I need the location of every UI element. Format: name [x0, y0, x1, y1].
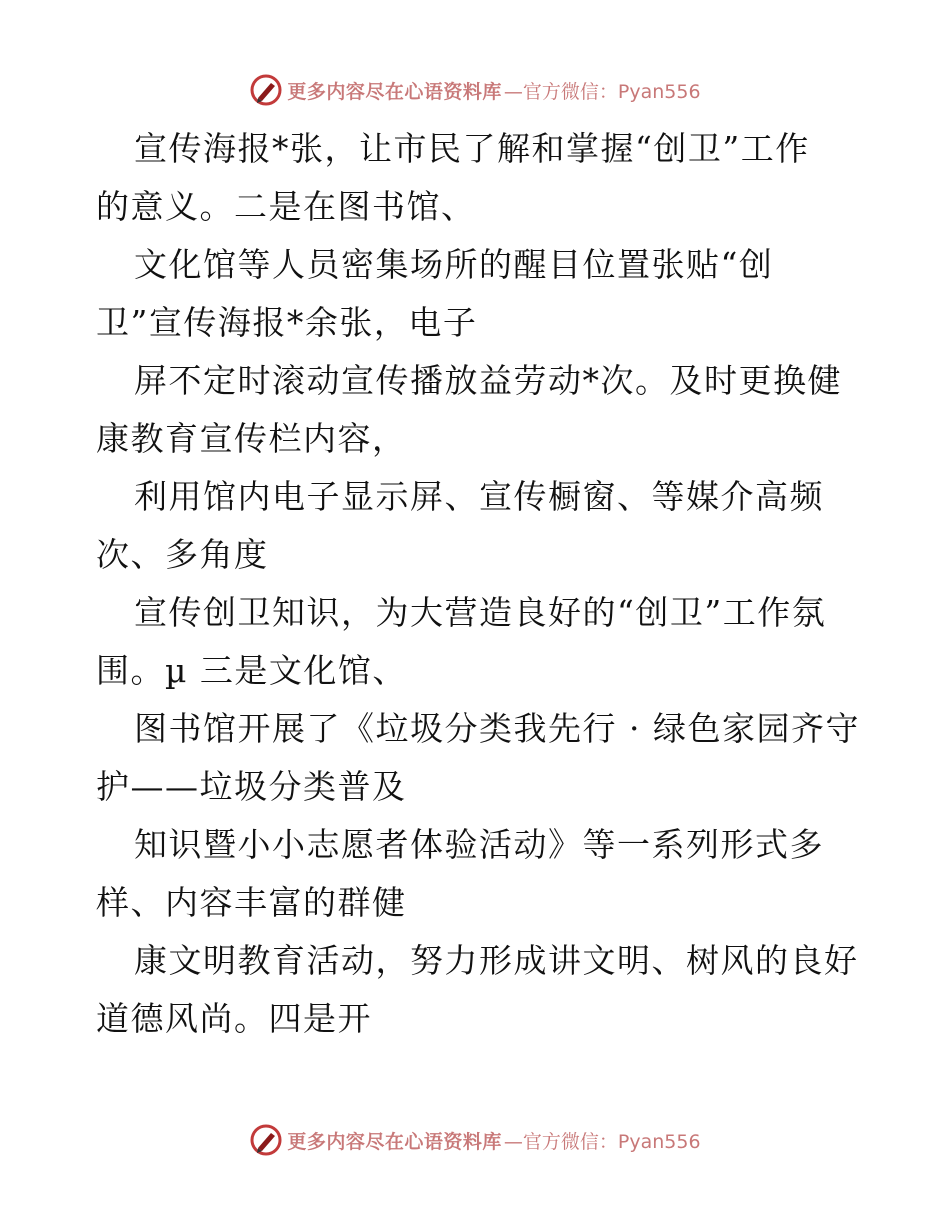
- text-line: 护——垃圾分类普及: [96, 767, 407, 806]
- text-line: 知识暨小小志愿者体验活动》等一系列形式多: [134, 825, 824, 864]
- header-brand-text: 更多内容尽在心语资料库: [287, 80, 502, 103]
- text-line: 宣传海报*张，让市民了解和掌握“创卫”工作: [134, 129, 810, 168]
- pen-logo-icon: [249, 1123, 283, 1157]
- footer-wechat-text: —官方微信：Pyan556: [503, 1130, 701, 1153]
- footer-banner: [0, 1120, 950, 1160]
- text-line: 康教育宣传栏内容，: [96, 419, 407, 458]
- header-wechat-text: —官方微信：Pyan556: [503, 80, 701, 103]
- pen-logo-icon: [249, 73, 283, 107]
- text-line: 康文明教育活动，努力形成讲文明、树风的良好: [134, 941, 859, 980]
- text-line: 利用馆内电子显示屏、宣传橱窗、等媒介高频: [134, 477, 824, 516]
- footer-brand-text: 更多内容尽在心语资料库: [287, 1130, 502, 1153]
- document-body: [96, 120, 876, 1048]
- header-banner: [0, 70, 950, 110]
- text-line: 屏不定时滚动宣传播放益劳动*次。及时更换健: [134, 361, 842, 400]
- text-line: 次、多角度: [96, 535, 269, 574]
- text-line: 的意义。二是在图书馆、: [96, 187, 476, 226]
- text-line: 围。µ 三是文化馆、: [96, 651, 407, 690]
- text-line: 文化馆等人员密集场所的醒目位置张贴“创: [134, 245, 774, 284]
- text-line: 图书馆开展了《垃圾分类我先行 · 绿色家园齐守: [134, 709, 860, 748]
- text-line: 卫”宣传海报*余张，电子: [96, 303, 478, 342]
- text-line: 宣传创卫知识，为大营造良好的“创卫”工作氛: [134, 593, 827, 632]
- text-line: 样、内容丰富的群健: [96, 883, 407, 922]
- text-line: 道德风尚。四是开: [96, 999, 372, 1038]
